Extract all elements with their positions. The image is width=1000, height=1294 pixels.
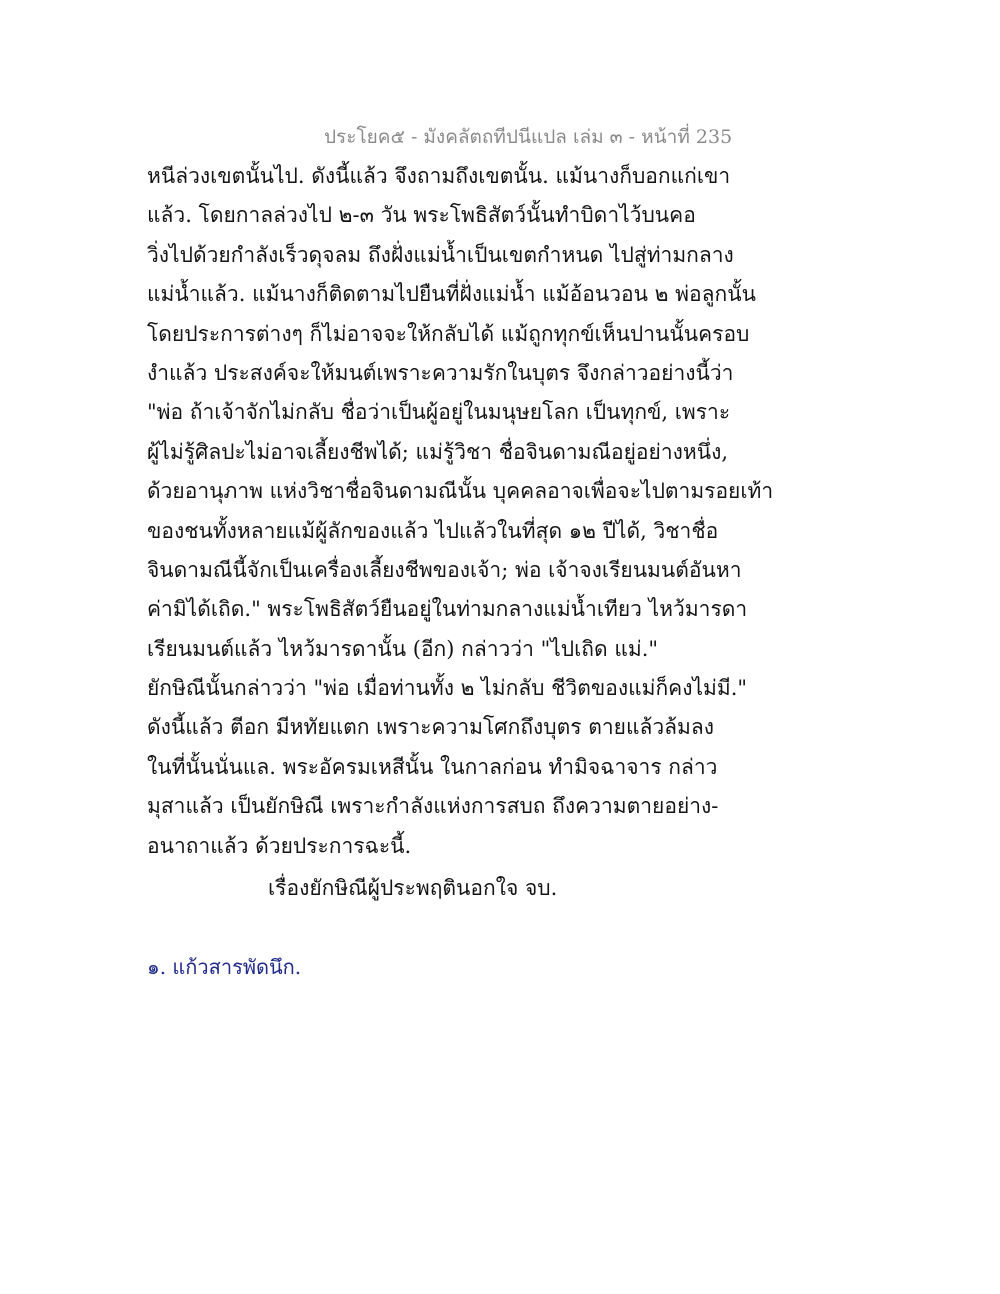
story-end-line: เรื่องยักษิณีผู้ประพฤตินอกใจ จบ. xyxy=(268,876,558,900)
body-line: ค่ามิได้เถิด." พระโพธิสัตว์ยืนอยู่ในท่ามกลางแม่น้ำเทียว ไหว้มารดา xyxy=(147,597,748,622)
body-line: งำแล้ว ประสงค์จะให้มนต์เพราะความรักในบุตร จึงกล่าวอย่างนี้ว่า xyxy=(147,360,734,385)
body-line: แล้ว. โดยกาลล่วงไป ๒-๓ วัน พระโพธิสัตว์นั้นทำบิดาไว้บนคอ xyxy=(147,203,696,228)
body-line: แม่น้ำแล้ว. แม้นางก็ติดตามไปยืนที่ฝั่งแม่น้ำ แม้อ้อนวอน ๒ พ่อลูกนั้น xyxy=(147,282,756,307)
body-line: ผู้ไม่รู้ศิลปะไม่อาจเลี้ยงชีพได้; แม่รู้วิชา ชื่อจินดามณีอยู่อย่างหนึ่ง, xyxy=(147,439,729,464)
body-line: ของชนทั้งหลายแม้ผู้ลักของแล้ว ไปแล้วในที่สุด ๑๒ ปีได้, วิชาชื่อ xyxy=(147,518,719,543)
body-text xyxy=(147,160,774,869)
body-line: อนาถาแล้ว ด้วยประการฉะนี้. xyxy=(147,833,412,858)
body-line: จินดามณีนี้จักเป็นเครื่องเลี้ยงชีพของเจ้า; พ่อ เจ้าจงเรียนมนต์อันหา xyxy=(147,557,742,582)
body-line: โดยประการต่างๆ ก็ไม่อาจจะให้กลับได้ แม้ถูกทุกข์เห็นปานนั้นครอบ xyxy=(147,321,750,346)
body-line: ด้วยอานุภาพ แห่งวิชาชื่อจินดามณีนั้น บุคคลอาจเพื่อจะไปตามรอยเท้า xyxy=(147,479,774,504)
body-line: เรียนมนต์แล้ว ไหว้มารดานั้น (อีก) กล่าวว่า "ไปเถิด แม่." xyxy=(147,636,659,661)
body-line: มุสาแล้ว เป็นยักษิณี เพราะกำลังแห่งการสบถ ถึงความตายอย่าง- xyxy=(147,794,719,819)
body-line: "พ่อ ถ้าเจ้าจักไม่กลับ ชื่อว่าเป็นผู้อยู่ในมนุษยโลก เป็นทุกข์, เพราะ xyxy=(147,400,731,425)
body-line: หนีล่วงเขตนั้นไป. ดังนี้แล้ว จึงถามถึงเขตนั้น. แม้นางก็บอกแก่เขา xyxy=(147,164,731,188)
body-line: ยักษิณีนั้นกล่าวว่า "พ่อ เมื่อท่านทั้ง ๒ ไม่กลับ ชีวิตของแม่ก็คงไม่มี." xyxy=(147,676,748,701)
body-line: ดังนี้แล้ว ตีอก มีหทัยแตก เพราะความโศกถึงบุตร ตายแล้วล้มลง xyxy=(147,715,714,740)
body-line: วิ่งไปด้วยกำลังเร็วดุจลม ถึงฝั่งแม่น้ำเป็นเขตกำหนด ไปสู่ท่ามกลาง xyxy=(147,242,734,267)
page-header: ประโยค๕ - มังคลัตถทีปนีแปล เล่ม ๓ - หน้าที่ 235 xyxy=(324,126,733,148)
body-line: ในที่นั้นนั่นแล. พระอัครมเหสีนั้น ในกาลก่อน ทำมิจฉาจาร กล่าว xyxy=(147,754,718,779)
footnote: ๑. แก้วสารพัดนึก. xyxy=(147,955,302,979)
